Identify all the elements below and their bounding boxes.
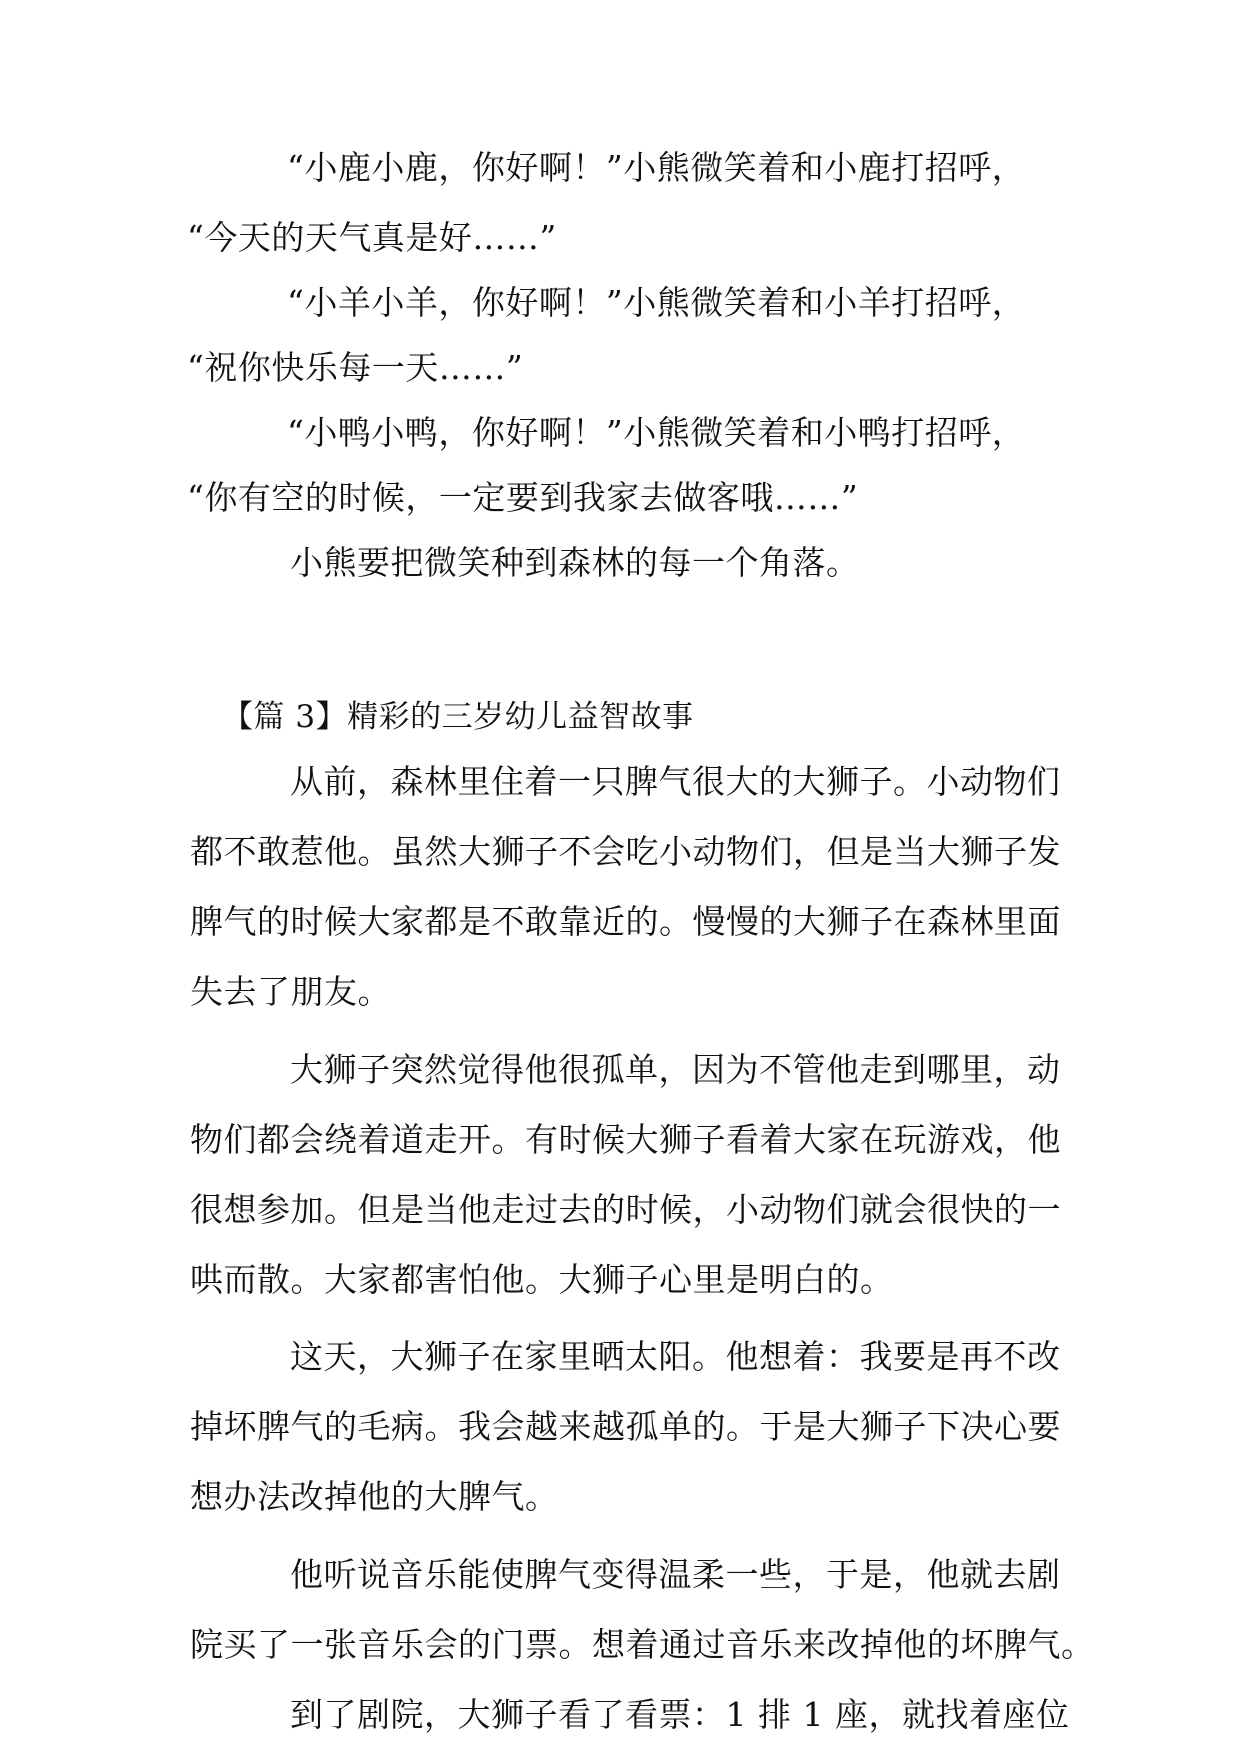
text-line: “祝你快乐每一天……” bbox=[187, 348, 524, 387]
section-heading: 【篇 3】精彩的三岁幼儿益智故事 bbox=[222, 699, 694, 735]
text-line: “小鹿小鹿，你好啊！”小熊微笑着和小鹿打招呼， bbox=[287, 148, 1026, 187]
text-line: 小熊要把微笑种到森林的每一个角落。 bbox=[290, 543, 860, 582]
text-line: “你有空的时候，一定要到我家去做客哦……” bbox=[187, 478, 859, 517]
text-line: 这天，大狮子在家里晒太阳。他想着：我要是再不改 bbox=[290, 1337, 1061, 1376]
text-line: 从前，森林里住着一只脾气很大的大狮子。小动物们 bbox=[290, 762, 1061, 801]
text-line: 失去了朋友。 bbox=[190, 972, 391, 1011]
text-line: 脾气的时候大家都是不敢靠近的。慢慢的大狮子在森林里面 bbox=[190, 902, 1061, 941]
text-line: 哄而散。大家都害怕他。大狮子心里是明白的。 bbox=[190, 1260, 894, 1299]
text-line: 院买了一张音乐会的门票。想着通过音乐来改掉他的坏脾气。 bbox=[190, 1625, 1095, 1664]
text-line: 都不敢惹他。虽然大狮子不会吃小动物们，但是当大狮子发 bbox=[190, 832, 1061, 871]
text-line: 到了剧院，大狮子看了看票：1 排 1 座，就找着座位 bbox=[290, 1695, 1070, 1734]
text-line: “小羊小羊，你好啊！”小熊微笑着和小羊打招呼， bbox=[287, 283, 1026, 322]
text-line: 很想参加。但是当他走过去的时候，小动物们就会很快的一 bbox=[190, 1190, 1061, 1229]
text-line: 想办法改掉他的大脾气。 bbox=[190, 1477, 559, 1516]
text-line: 大狮子突然觉得他很孤单，因为不管他走到哪里，动 bbox=[290, 1050, 1061, 1089]
text-line: “今天的天气真是好……” bbox=[187, 218, 557, 257]
text-line: “小鸭小鸭，你好啊！”小熊微笑着和小鸭打招呼， bbox=[287, 413, 1026, 452]
text-line: 他听说音乐能使脾气变得温柔一些，于是，他就去剧 bbox=[290, 1555, 1061, 1594]
text-line: 掉坏脾气的毛病。我会越来越孤单的。于是大狮子下决心要 bbox=[190, 1407, 1061, 1446]
text-line: 物们都会绕着道走开。有时候大狮子看着大家在玩游戏，他 bbox=[190, 1120, 1061, 1159]
